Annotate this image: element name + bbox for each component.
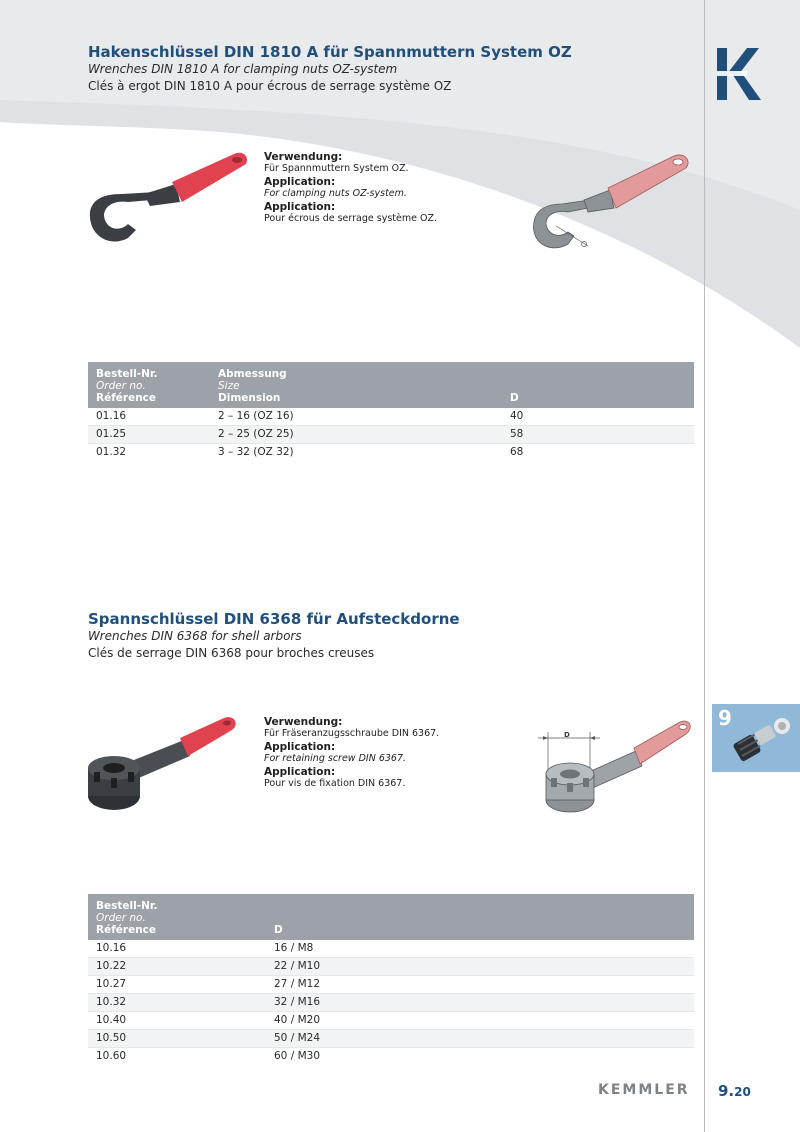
- section1-table-body: [88, 408, 694, 461]
- s2-col-order-fr: Référence: [96, 924, 157, 936]
- table-cell: 3 – 32 (OZ 32): [210, 444, 502, 462]
- table-row: [88, 994, 694, 1012]
- s1-col-size-fr: Dimension: [218, 392, 281, 404]
- table-cell: 50 / M24: [266, 1030, 694, 1048]
- table-cell: 01.32: [88, 444, 210, 462]
- table-row: [88, 426, 694, 444]
- section1-title-en: Wrenches DIN 1810 A for clamping nuts OZ-system: [88, 62, 398, 76]
- table-cell: 40: [502, 408, 694, 426]
- s1-col-size-de: Abmessung: [218, 368, 287, 380]
- section1-title-fr: Clés à ergot DIN 1810 A pour écrous de serrage système OZ: [88, 79, 452, 93]
- table-row: [88, 1030, 694, 1048]
- page-number-sub: 20: [734, 1085, 751, 1099]
- table-cell: 10.22: [88, 958, 266, 976]
- usage2-text-fr: Pour vis de fixation DIN 6367.: [264, 778, 406, 789]
- table-cell: 10.32: [88, 994, 266, 1012]
- usage1-text-en: For clamping nuts OZ-system.: [264, 188, 407, 199]
- usage1-heading-fr: Application:: [264, 201, 336, 213]
- table-cell: 01.25: [88, 426, 210, 444]
- s1-col-order: [88, 362, 210, 408]
- usage2-text-en: For retaining screw DIN 6367.: [264, 753, 407, 764]
- s1-col-size-en: Size: [218, 380, 240, 392]
- table-cell: 10.60: [88, 1048, 266, 1066]
- s2-col-d: [266, 894, 694, 940]
- s2-col-order-de: Bestell-Nr.: [96, 900, 158, 912]
- table-row: [88, 976, 694, 994]
- table-row: [88, 940, 694, 958]
- usage1-text-fr: Pour écrous de serrage système OZ.: [264, 213, 437, 224]
- section2-title-block: [88, 610, 460, 662]
- table-cell: 16 / M8: [266, 940, 694, 958]
- usage2-heading-fr: Application:: [264, 766, 336, 778]
- table-cell: 2 – 16 (OZ 16): [210, 408, 502, 426]
- retaining-screw-icon: [732, 714, 798, 766]
- section2-table-body: [88, 940, 694, 1065]
- s1-col-size: [210, 362, 502, 408]
- table-cell: 10.50: [88, 1030, 266, 1048]
- table-cell: 60 / M30: [266, 1048, 694, 1066]
- section2-title-fr: Clés de serrage DIN 6368 pour broches creuses: [88, 646, 375, 660]
- section1-title-block: [88, 43, 572, 95]
- table-row: [88, 408, 694, 426]
- chapter-tab[interactable]: [712, 704, 800, 772]
- shell-arbor-wrench-drawing: [534, 714, 694, 824]
- usage2-heading-de: Verwendung:: [264, 716, 343, 728]
- s1-col-order-fr: Référence: [96, 392, 157, 404]
- usage1-heading-en: Application:: [264, 176, 336, 188]
- usage1-heading-de: Verwendung:: [264, 151, 343, 163]
- chapter-tab-number: 9: [718, 706, 732, 730]
- page-number-main: 9.: [718, 1082, 735, 1100]
- s2-col-order: [88, 894, 266, 940]
- s1-col-order-de: Bestell-Nr.: [96, 368, 158, 380]
- section2-title-en: Wrenches DIN 6368 for shell arbors: [88, 629, 302, 643]
- section1-usage: [264, 152, 437, 224]
- table-cell: 2 – 25 (OZ 25): [210, 426, 502, 444]
- table-cell: 27 / M12: [266, 976, 694, 994]
- s1-col-d-label: D: [510, 392, 519, 404]
- section2-title-de: Spannschlüssel DIN 6368 für Aufsteckdorne: [88, 610, 460, 628]
- drawing-d-label: D: [564, 731, 570, 739]
- table-cell: 22 / M10: [266, 958, 694, 976]
- page-number: [718, 1082, 751, 1100]
- s2-col-order-en: Order no.: [96, 912, 146, 924]
- s1-col-d: [502, 362, 694, 408]
- table-row: [88, 1048, 694, 1066]
- section1-title-de: Hakenschlüssel DIN 1810 A für Spannmuttern System OZ: [88, 43, 572, 61]
- table-row: [88, 958, 694, 976]
- table-cell: 58: [502, 426, 694, 444]
- footer-brand: KEMMLER: [598, 1082, 690, 1098]
- table-cell: 68: [502, 444, 694, 462]
- table-cell: 40 / M20: [266, 1012, 694, 1030]
- shell-arbor-wrench-photo: [84, 712, 238, 820]
- usage2-heading-en: Application:: [264, 741, 336, 753]
- table-row: [88, 1012, 694, 1030]
- table-cell: 10.27: [88, 976, 266, 994]
- section1-table: [88, 362, 694, 461]
- hook-wrench-photo: [84, 150, 254, 250]
- usage2-text-de: Für Fräseranzugsschraube DIN 6367.: [264, 728, 440, 739]
- s2-col-d-label: D: [274, 924, 283, 936]
- hook-wrench-drawing: [526, 150, 694, 254]
- table-cell: 10.40: [88, 1012, 266, 1030]
- section2-usage: [264, 717, 439, 789]
- table-cell: 32 / M16: [266, 994, 694, 1012]
- page-divider-line: [704, 0, 705, 1132]
- kemmler-k-logo: [717, 48, 761, 100]
- table-row: [88, 444, 694, 462]
- table-cell: 10.16: [88, 940, 266, 958]
- usage1-text-de: Für Spannmuttern System OZ.: [264, 163, 409, 174]
- section2-table: [88, 894, 694, 1065]
- s1-col-order-en: Order no.: [96, 380, 146, 392]
- table-cell: 01.16: [88, 408, 210, 426]
